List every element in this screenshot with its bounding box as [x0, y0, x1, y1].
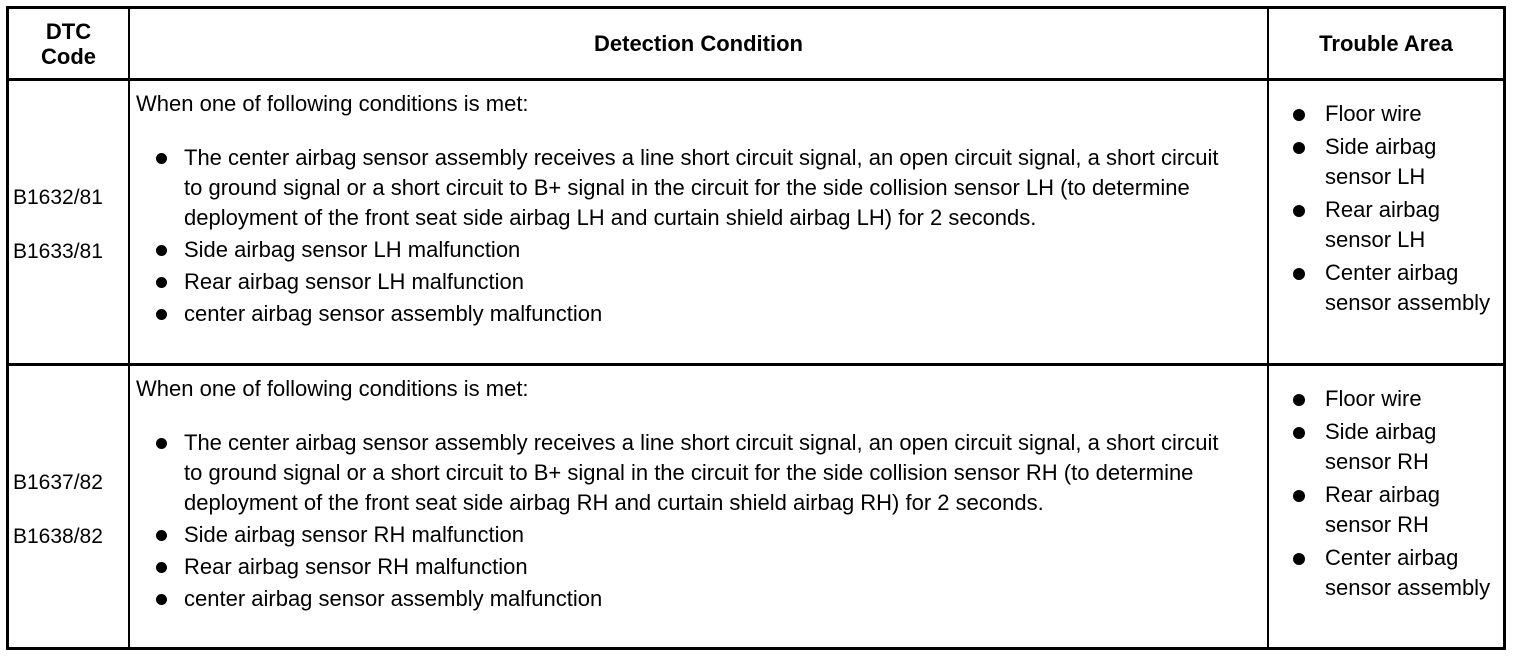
list-item: center airbag sensor assembly malfunction [156, 584, 1237, 614]
trouble-area-cell [1269, 366, 1503, 647]
trouble-area-list [1293, 384, 1493, 606]
header-code: DTC Code [41, 18, 96, 69]
dtc-code: B1637/82 [13, 471, 103, 494]
condition-intro: When one of following conditions is met: [136, 91, 529, 116]
list-item: Rear airbag sensor RH malfunction [156, 552, 1237, 582]
list-item: Side airbag sensor RH [1293, 417, 1493, 477]
condition-intro: When one of following conditions is met: [136, 376, 529, 401]
trouble-area-cell [1269, 81, 1503, 363]
list-item: Floor wire [1293, 384, 1493, 414]
detection-condition-cell [130, 366, 1267, 647]
condition-list [156, 428, 1237, 614]
header-condition: Detection Condition [594, 31, 803, 56]
header-area: Trouble Area [1319, 31, 1453, 56]
condition-list [156, 143, 1237, 329]
list-item: The center airbag sensor assembly receives a line short circuit signal, an open circuit signal, a short circuit to ground signal or a short circuit to B+ signal in the circuit for the side collision sensor LH (to determine deployment of the front seat side airbag LH and curtain shield airbag LH) for 2 seconds. [156, 143, 1237, 233]
list-item: Floor wire [1293, 99, 1493, 129]
list-item: Rear airbag sensor LH malfunction [156, 267, 1237, 297]
trouble-area-list [1293, 99, 1493, 321]
list-item: Rear airbag sensor RH [1293, 480, 1493, 540]
list-item: Side airbag sensor LH [1293, 132, 1493, 192]
list-item: Rear airbag sensor LH [1293, 195, 1493, 255]
dtc-code: B1633/81 [13, 240, 103, 263]
list-item: Center airbag sensor assembly [1293, 543, 1493, 603]
detection-condition-cell [130, 81, 1267, 363]
table-row [9, 81, 1503, 363]
table-row [9, 366, 1503, 647]
list-item: center airbag sensor assembly malfunction [156, 299, 1237, 329]
dtc-table [6, 6, 1506, 650]
list-item: Side airbag sensor RH malfunction [156, 520, 1237, 550]
list-item: Center airbag sensor assembly [1293, 258, 1493, 318]
list-item: The center airbag sensor assembly receives a line short circuit signal, an open circuit signal, a short circuit to ground signal or a short circuit to B+ signal in the circuit for the side collision sensor RH (to determine deployment of the front seat side airbag RH and curtain shield airbag RH) for 2 seconds. [156, 428, 1237, 518]
dtc-code: B1638/82 [13, 525, 103, 548]
dtc-code: B1632/81 [13, 186, 103, 209]
list-item: Side airbag sensor LH malfunction [156, 235, 1237, 265]
